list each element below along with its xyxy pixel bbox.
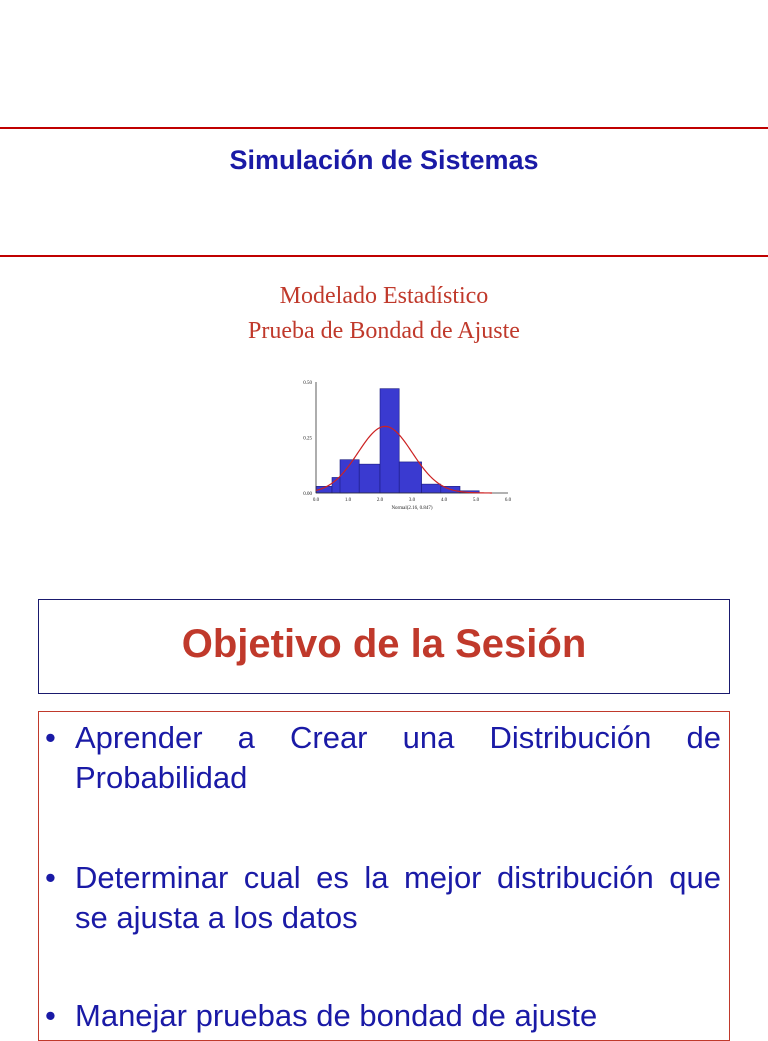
histogram-chart bbox=[290, 372, 520, 532]
bullet-marker: • bbox=[45, 860, 56, 895]
bullet-text: Aprender a Crear una Distribución de Probabilidad bbox=[75, 720, 721, 795]
x-tick-label: 3.0 bbox=[408, 498, 416, 503]
objective-box bbox=[38, 599, 730, 694]
x-tick-label: 1.0 bbox=[344, 498, 352, 503]
x-tick-label: 5.0 bbox=[472, 498, 480, 503]
bullet-marker: • bbox=[45, 720, 56, 755]
bottom-divider-line bbox=[0, 255, 768, 257]
x-tick-label: 6.0 bbox=[504, 498, 512, 503]
histogram-bar bbox=[359, 464, 380, 493]
x-tick-label: 2.0 bbox=[376, 498, 384, 503]
top-divider-line bbox=[0, 127, 768, 129]
bullet-list bbox=[38, 711, 730, 1041]
histogram-bar bbox=[380, 389, 399, 493]
x-axis-label: Normal(2.16, 0.847) bbox=[391, 506, 433, 511]
page-title: Simulación de Sistemas bbox=[229, 145, 539, 175]
x-tick-label: 4.0 bbox=[440, 498, 448, 503]
bullet-marker: • bbox=[45, 998, 56, 1033]
bullet-text: Manejar pruebas de bondad de ajuste bbox=[75, 998, 598, 1033]
y-tick-label: 0.00 bbox=[303, 492, 312, 497]
objective-title: Objetivo de la Sesión bbox=[181, 622, 587, 666]
bullet-text: Determinar cual es la mejor distribución que se ajusta a los datos bbox=[75, 860, 721, 935]
y-tick-label: 0.25 bbox=[303, 436, 312, 442]
histogram-bar bbox=[399, 462, 421, 493]
x-tick-label: 0.0 bbox=[312, 498, 320, 503]
histogram-bar bbox=[422, 484, 441, 493]
subtitle-line-2: Prueba de Bondad de Ajuste bbox=[248, 318, 520, 344]
subtitle-line-1: Modelado Estadístico bbox=[279, 283, 489, 309]
y-tick-label: 0.50 bbox=[303, 381, 312, 386]
